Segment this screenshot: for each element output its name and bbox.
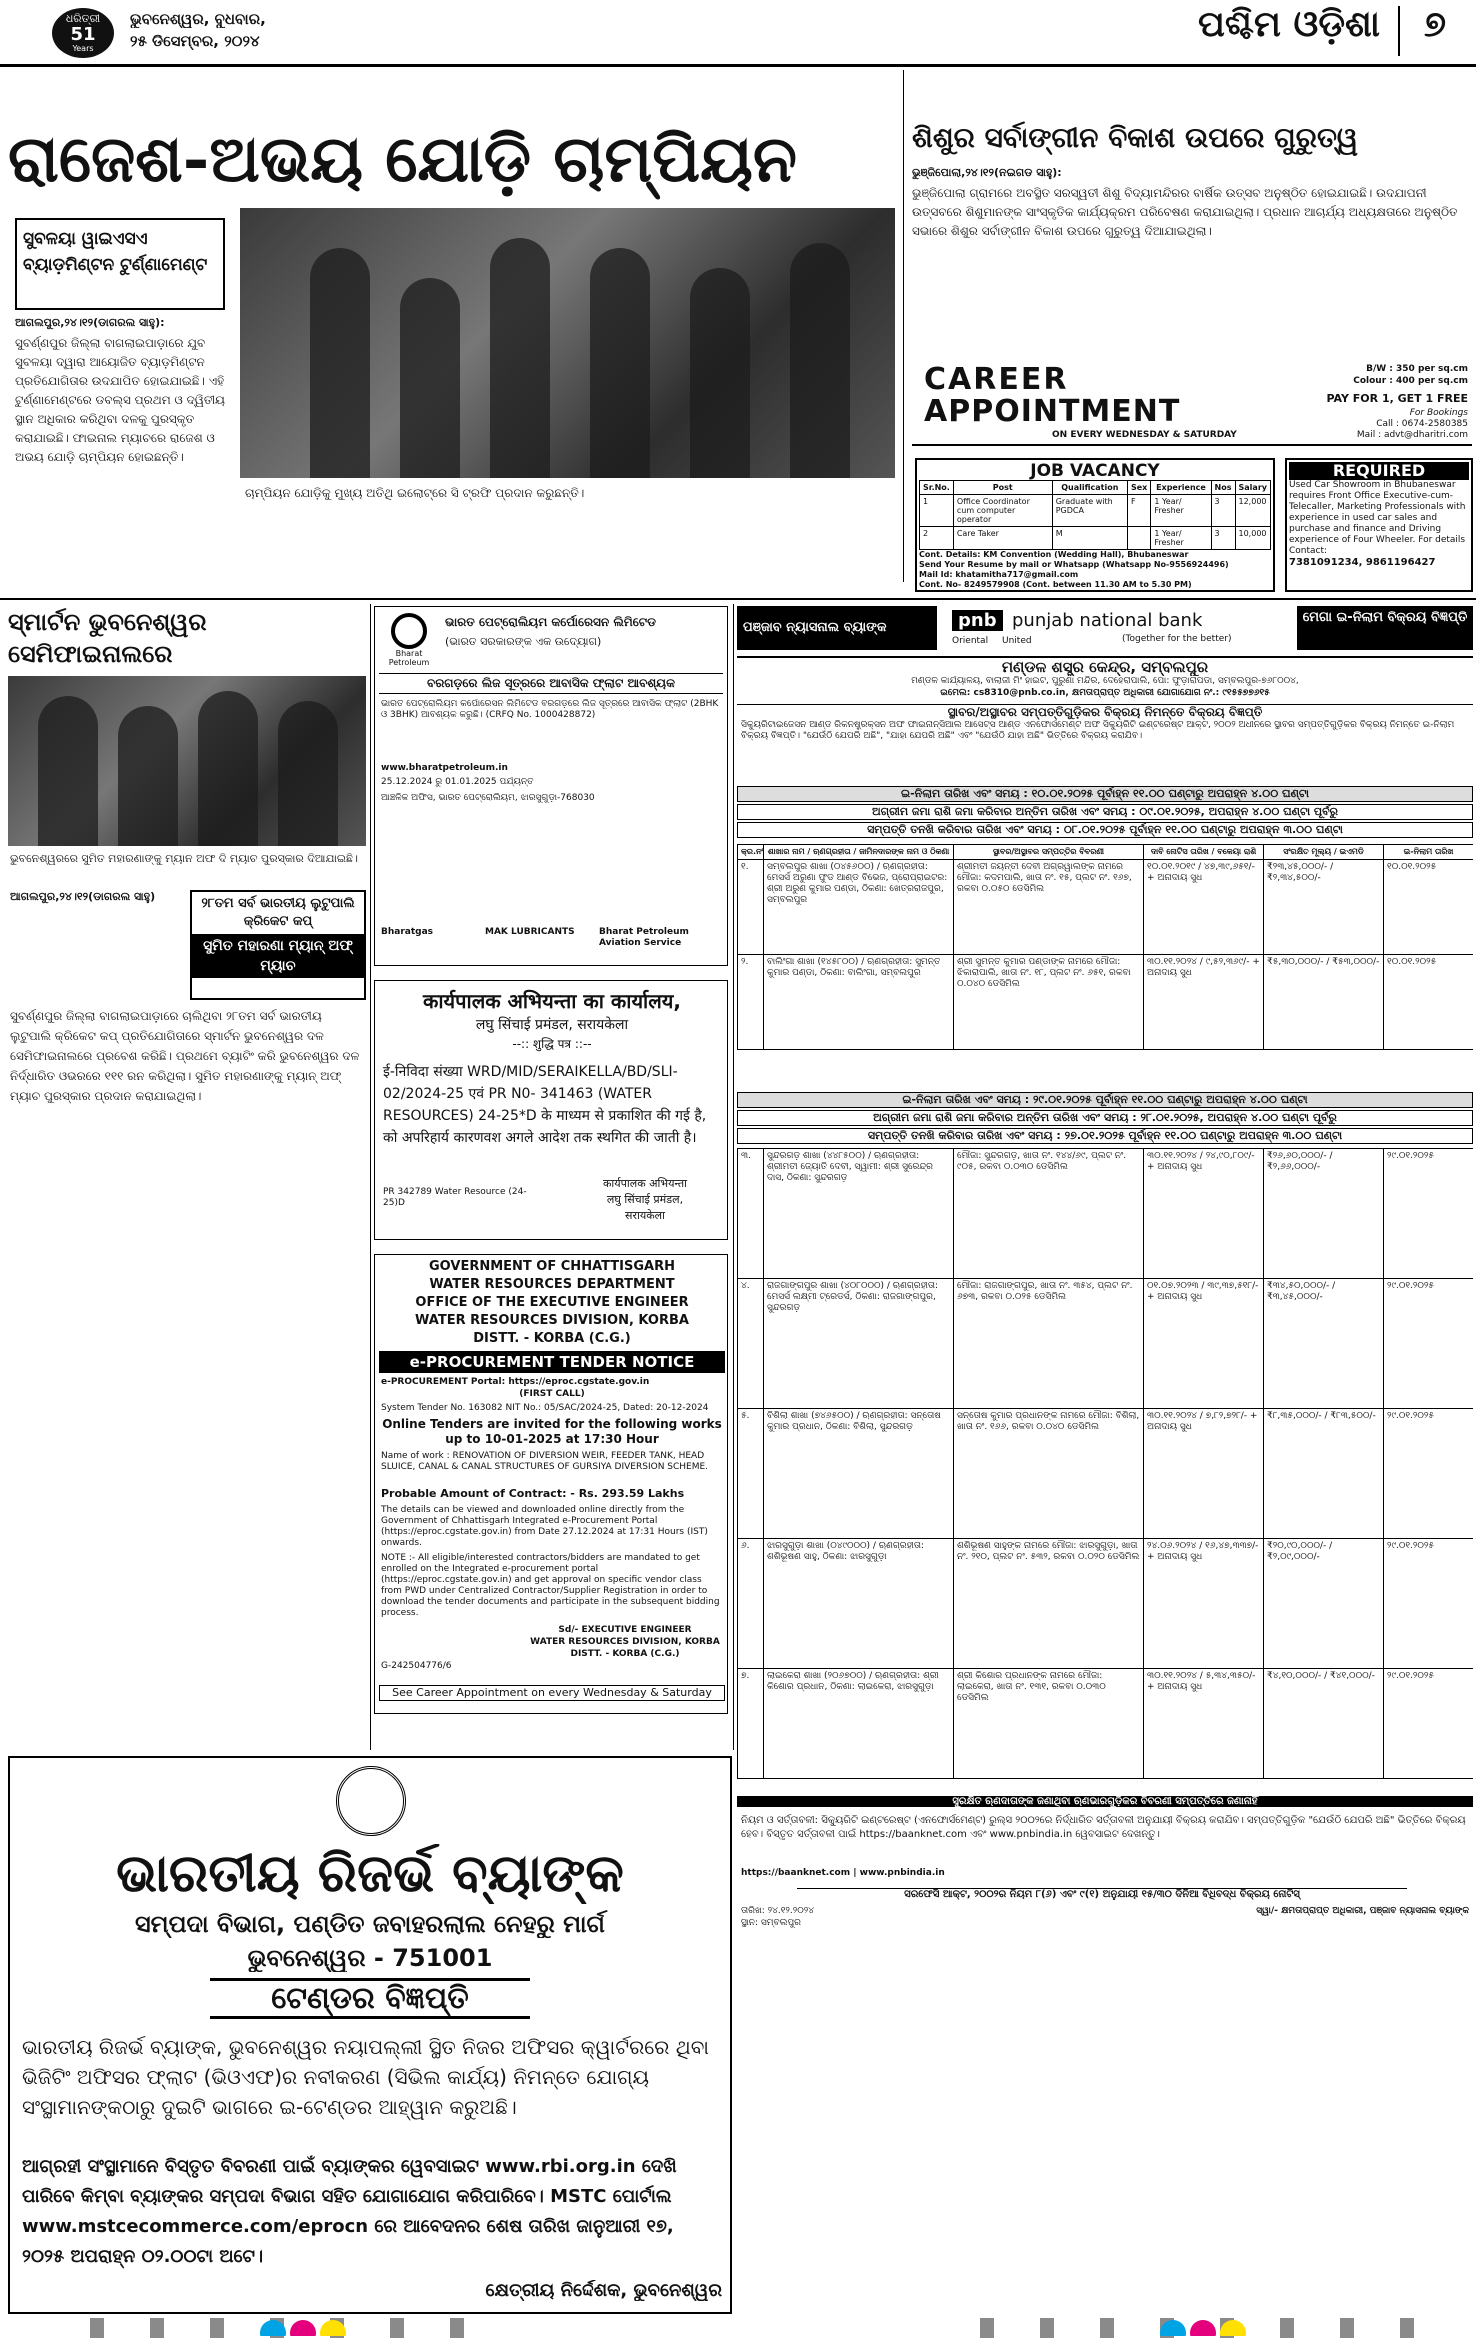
table-row xyxy=(738,1409,1474,1539)
career-tagline: ON EVERY WEDNESDAY & SATURDAY xyxy=(1052,430,1237,440)
table-cell: ୩୦.୧୧.୨୦୨୪ / ୭,୮୨,୭୨୮/- + ଅନାଦାୟ ସୁଧ xyxy=(1144,1409,1264,1539)
rbi-notice-title: ଟେଣ୍ଡର ବିଜ୍ଞପ୍ତି xyxy=(210,1978,530,2019)
table-row xyxy=(738,955,1474,1050)
cg-invite: Online Tenders are invited for the following works up to 10-01-2025 at 17:30 Hour xyxy=(382,1417,722,1446)
cg-tender-no: System Tender No. 163082 NIT No.: 05/SAC/2024-25, Dated: 20-12-2024 xyxy=(381,1403,709,1413)
magenta-dot xyxy=(290,2320,316,2336)
story3-box-title: ୨୮ତମ ସର୍ବ ଭାରତୀୟ ଲୁଟୁପାଲି କ୍ରିକେଟ କପ୍ xyxy=(201,896,355,929)
pnb-terms: ନିୟମ ଓ ସର୍ତ୍ତାବଳୀ: ସିକ୍ୟୁରିଟି ଇଣ୍ଟରେଷ୍ଟ (ଏନଫୋର୍ସମେଣ୍ଟ) ରୁଲ୍ସ ୨୦୦୨ରେ ନିର୍ଦ୍ଧାରିତ ସର୍ତ୍ତାବଳୀ ଅନୁଯାୟୀ ବିକ୍ରୟ କରାଯିବ। ସମ୍ପତ୍ତିଗୁଡ଼ିକ "ଯେଉଁଠି ଯେପରି ଅଛି" ଭିତ୍ତିରେ ବିକ୍ରୟ ହେବ। ବିସ୍ତୃତ ସର୍ତ୍ତାବଳୀ ପାଇଁ https://baanknet.com ଏବଂ www.pnbindia.in ୱେବସାଇଟ ଦେଖନ୍ତୁ। xyxy=(741,1815,1466,1840)
pnb-deposit-2: ଅଗ୍ରୀମ ଜମା ରାଶି ଜମା କରିବାର ଅନ୍ତିମ ତାରିଖ ଏବଂ ସମୟ : ୨୮.୦୧.୨୦୨୫, ଅପରାହ୍ନ ୪.୦୦ ଘଣ୍ଟା ପୂର୍ବରୁ xyxy=(737,1110,1473,1126)
job-col-salary: Salary xyxy=(1235,481,1271,495)
lead-kicker xyxy=(15,218,225,310)
job-vacancy-table xyxy=(919,480,1271,550)
table-cell: ବାଲିଂଗା ଶାଖା (୧୪୫୮୦୦) / ଋଣଗ୍ରହୀତା: ସୁମନ୍ତ କୁମାର ପଣ୍ଡା, ଠିକଣା: ବାଲିଂଗା, ସମ୍ବଲପୁର xyxy=(764,955,954,1050)
pnb-auction-2: ଇ-ନିଲାମ ତାରିଖ ଏବଂ ସମୟ : ୨୯.୦୧.୨୦୨୫ ପୂର୍ବାହ୍ନ ୧୧.୦୦ ଘଣ୍ଟାରୁ ଅପରାହ୍ନ ୪.୦୦ ଘଣ୍ଟା xyxy=(737,1092,1473,1108)
section-title: ପଶ୍ଚିମ ଓଡ଼ିଶା xyxy=(1198,4,1380,45)
table-cell: ଶଶିଭୂଷଣ ସାହୁଙ୍କ ନାମରେ ମୌଜା: ଝାରସୁଗୁଡ଼ା, ଖାତା ନଂ. ୨୧୦, ପ୍ଲଟ ନଂ. ୫୩୨, ରକବା ୦.୦୨୦ ଡେସିମିଲ xyxy=(954,1539,1144,1669)
cg-sign-3: DISTT. - KORBA (C.G.) xyxy=(570,1649,680,1659)
story2-headline: ଶିଶୁର ସର୍ବାଙ୍ଗୀନ ବିକାଶ ଉପରେ ଗୁରୁତ୍ୱ xyxy=(912,121,1359,154)
irrigation-body: ई-निविदा संख्या WRD/MID/SERAIKELLA/BD/SLI-02/2024-25 एवं PR N0- 341463 (WATER RESOURCES) 24-25*D के माध्यम से प्रकाशित की गई है, को अपरिहार्य कारणवश अगले आदेश तक स्थगित की जाती है। xyxy=(383,1064,707,1146)
pnb-table-b xyxy=(737,1148,1473,1779)
cmyk-dots-right xyxy=(1160,2320,1250,2336)
cg-line-5: DISTT. - KORBA (C.G.) xyxy=(473,1331,631,1346)
cg-banner: e-PROCUREMENT TENDER NOTICE xyxy=(379,1351,725,1373)
cyan-dot xyxy=(1160,2320,1186,2336)
pnb-deposit-1: ଅଗ୍ରୀମ ଜମା ରାଶି ଜମା କରିବାର ଅନ୍ତିମ ତାରିଖ ଏବଂ ସମୟ : ୦୯.୦୧.୨୦୨୫, ଅପରାହ୍ନ ୪.୦୦ ଘଣ୍ଟା ପୂର୍ବରୁ xyxy=(737,804,1473,820)
bpcl-dates: 25.12.2024 ରୁ 01.01.2025 ପର୍ଯ୍ୟନ୍ତ xyxy=(381,777,534,787)
pnb-tagline: (Together for the better) xyxy=(1122,634,1232,644)
table-cell: ଝାରସୁଗୁଡ଼ା ଶାଖା (୦୪୯୦୦୦) / ଋଣଗ୍ରହୀତା: ଶଶିଭୂଷଣ ସାହୁ, ଠିକଣା: ଝାରସୁଗୁଡ଼ା xyxy=(764,1539,954,1669)
bpcl-title: ଭାରତ ପେଟ୍ରୋଲିୟମ କର୍ପୋରେସନ ଲିମିଟେଡ xyxy=(445,615,656,629)
table-cell: ୧୦.୦୧.୨୦୧୯ / ୪୭,୩୯,୬୫୧/- + ଅନାଦାୟ ସୁଧ xyxy=(1144,860,1264,955)
pnb-header-left: ପଞ୍ଜାବ ନ୍ୟାସନାଲ ବ୍ୟାଙ୍କ xyxy=(737,606,937,650)
table-row xyxy=(920,495,1271,527)
table-cell: ୨୯.୦୧.୨୦୨୫ xyxy=(1384,1279,1474,1409)
table-row xyxy=(738,1539,1474,1669)
bpcl-logo xyxy=(379,613,439,669)
table-cell: 1 Year/ Fresher xyxy=(1151,495,1211,527)
story3-photo xyxy=(8,676,366,846)
job-col-post: Post xyxy=(953,481,1052,495)
cg-amount: Probable Amount of Contract: - Rs. 293.59 Lakhs xyxy=(381,1487,685,1500)
pnb-header-right: ମେଗା ଇ-ନିଲାମ ବିକ୍ରୟ ବିଜ୍ଞପ୍ତି xyxy=(1297,606,1473,650)
pnb-name-en: punjab national bank xyxy=(1012,610,1203,631)
logo-years: 51 xyxy=(70,24,96,45)
table-cell: ୨୪.୦୬.୨୦୨୪ / ୧୬,୪୭,୩୩୭/- + ଅନାଦାୟ ସୁଧ xyxy=(1144,1539,1264,1669)
bpcl-address: ଆଞ୍ଚଳିକ ଅଫିସ, ଭାରତ ପେଟ୍ରୋଲିୟମ, ଝାରସୁଗୁଡ଼ା-768030 xyxy=(381,793,595,803)
bpcl-subtitle: (ଭାରତ ସରକାରଙ୍କ ଏକ ଉଦ୍ୟୋଗ) xyxy=(445,635,602,648)
table-cell: 12,000 xyxy=(1235,495,1271,527)
story3-body: ସୁବର୍ଣ୍ଣପୁର ଜିଲ୍ଲା ବାଗଲାଇପାଡ଼ାରେ ଚାଲିଥିବା ୨୮ତମ ସର୍ବ ଭାରତୀୟ ଲୁଟୁପାଲି କ୍ରିକେଟ କପ୍ ପ୍ରତିଯୋଗିତାରେ ସ୍ମାର୍ଟନ ଭୁବନେଶ୍ୱର ଦଳ ସେମିଫାଇନାଲରେ ପ୍ରବେଶ କରିଛି। ପ୍ରଥମେ ବ୍ୟାଟିଂ କରି ଭୁବନେଶ୍ୱର ଦଳ ନିର୍ଦ୍ଧାରିତ ଓଭରରେ ୧୧୧ ରନ କରିଥିଲା। ସୁମିତ ମହାରଣାଙ୍କୁ ମ୍ୟାନ୍ ଅଫ୍ ମ୍ୟାଚ ପୁରସ୍କାର ପ୍ରଦାନ କରାଯାଇଥିଲା। xyxy=(10,1009,360,1103)
yellow-dot xyxy=(1220,2320,1246,2336)
irrigation-sign-3: सरायकेला xyxy=(625,1209,665,1222)
table-cell: ୭. xyxy=(738,1669,764,1779)
pnb-oriental: Oriental xyxy=(952,636,989,646)
dateline-1: ଭୁବନେଶ୍ୱର, ବୁଧବାର, xyxy=(130,10,266,28)
table-cell: ୩୦.୧୧.୨୦୨୪ / ୯,୫୨,୩୬୯/- + ଅନାଦାୟ ସୁଧ xyxy=(1144,955,1264,1050)
career-rate-1: B/W : 350 per sq.cm xyxy=(1366,364,1468,374)
rbi-sign: କ୍ଷେତ୍ରୀୟ ନିର୍ଦ୍ଦେଶକ, ଭୁବନେଶ୍ୱର xyxy=(485,2280,722,2301)
table-cell: ଶ୍ରୀ ସୁମନ୍ତ କୁମାର ପଣ୍ଡାଙ୍କ ନାମରେ ମୌଜା: ଝିକାରାପାଲି, ଖାତା ନଂ. ୧୮, ପ୍ଲଟ ନଂ. ୬୫୧, ରକବା ୦.୦୪୦ ଡେସିମିଲ xyxy=(954,955,1144,1050)
rbi-emblem-icon xyxy=(336,1766,406,1836)
table-row xyxy=(920,527,1271,550)
irrigation-subtitle: लघु सिंचाई प्रमंडल, सरायकेला xyxy=(475,1017,629,1033)
job-contact-3: Mail Id: khatamitha717@gmail.com xyxy=(919,570,1079,579)
pnb-logo-area xyxy=(942,606,1272,650)
table-cell: ୬. xyxy=(738,1539,764,1669)
rbi-title: ଭାରତୀୟ ରିଜର୍ଭ ବ୍ୟାଙ୍କ xyxy=(116,1844,624,1904)
cg-line-2: WATER RESOURCES DEPARTMENT xyxy=(429,1277,675,1292)
table-cell: ବିଶିଲା ଶାଖା (୭୪୬୫୦୦) / ଋଣଗ୍ରହୀତା: ସନ୍ତୋଷ କୁମାର ପ୍ରଧାନ, ଠିକଣା: ବିଶିଲା, ସୁନ୍ଦରଗଡ଼ xyxy=(764,1409,954,1539)
pnb-intro: ସ୍ଥାବର/ଅସ୍ଥାବର ସମ୍ପତ୍ତିଗୁଡ଼ିକର ବିକ୍ରୟ ନିମନ୍ତେ ବିକ୍ରୟ ବିଜ୍ଞପ୍ତି xyxy=(737,704,1473,720)
cg-code: G-242504776/6 xyxy=(381,1661,452,1671)
table-row xyxy=(738,1279,1474,1409)
logo-years-label: Years xyxy=(72,44,94,53)
required-body: Used Car Showroom in Bhubaneswar requires Front Office Executive-cum-Telecaller, Marketing Professionals with experience in used car sales and purchase and finance and Driving experience of Four Wheeler. For details Contact: xyxy=(1289,480,1466,556)
job-contact-2: Send Your Resume by mail or Whatsapp (Whatsapp No-9556924496) xyxy=(919,560,1229,569)
page-number: ୭ xyxy=(1423,4,1447,45)
pnb-inspect-2: ସମ୍ପତ୍ତି ତନଖି କରିବାର ତାରିଖ ଏବଂ ସମୟ : ୨୭.୦୧.୨୦୨୫ ପୂର୍ବାହ୍ନ ୧୧.୦୦ ଘଣ୍ଟାରୁ ଅପରାହ୍ନ ୩.୦୦ ଘଣ୍ଟା xyxy=(737,1128,1473,1144)
cyan-dot xyxy=(260,2320,286,2336)
table-cell: M xyxy=(1052,527,1127,550)
rbi-body: ଭାରତୀୟ ରିଜର୍ଭ ବ୍ୟାଙ୍କ, ଭୁବନେଶ୍ୱର ନୟାପଲ୍ଲୀ ସ୍ଥିତ ନିଜର ଅଫିସର କ୍ୱାର୍ଟରରେ ଥିବା ଭିଜିଟିଂ ଅଫିସର ଫ୍ଲାଟ (ଭିଓଏଫ)ର ନବୀକରଣ (ସିଭିଲ କାର୍ଯ୍ୟ) ନିମନ୍ତେ ଯୋଗ୍ୟ ସଂସ୍ଥାମାନଙ୍କଠାରୁ ଦୁଇଟି ଭାଗରେ ଇ-ଟେଣ୍ଡର ଆହ୍ୱାନ କରୁଅଛି। xyxy=(22,2035,709,2119)
career-booking-email: Mail : advt@dharitri.com xyxy=(1356,430,1468,440)
story3-dateline: ଆଗଲପୁର,୨୪।୧୨(ଡାଗରଲ ସାହୁ) xyxy=(10,890,156,903)
cg-sign-2: WATER RESOURCES DIVISION, KORBA xyxy=(530,1637,720,1647)
yellow-dot xyxy=(320,2320,346,2336)
cmyk-dots-left xyxy=(260,2320,350,2336)
table-cell: ଶ୍ରୀମତୀ ଜୟନ୍ତୀ ଦେବୀ ଅଗ୍ରୱାଲଙ୍କ ନାମରେ ମୌଜା: କଦମପାଲି, ଖାତା ନଂ. ୧୫, ପ୍ଲଟ ନଂ. ୧୬୭, ରକବା ୦.୦୫୦ ଡେସିମିଲ xyxy=(954,860,1144,955)
table-cell: ₹୨୬,୬୦,୦୦୦/- / ₹୨,୬୬,୦୦୦/- xyxy=(1264,1149,1384,1279)
story3-caption: ଭୁବନେଶ୍ୱରରେ ସୁମିତ ମହାରଣାଙ୍କୁ ମ୍ୟାନ ଅଫ ଦି ମ୍ୟାଚ ପୁରସ୍କାର ଦିଆଯାଇଛି। xyxy=(10,852,358,865)
required-title: REQUIRED xyxy=(1289,462,1469,480)
lead-headline: ରାଜେଶ-ଅଭୟ ଯୋଡ଼ି ଚାମ୍ପିୟନ xyxy=(8,122,798,197)
pnb-intro-body: ସିକ୍ୟୁରିଟାଇଜେସନ ଆଣ୍ଡ ରିକନଷ୍ଟ୍ରକ୍ସନ ଅଫ ଫାଇନାନ୍ସିଆଲ ଆସେଟ୍ସ ଆଣ୍ଡ ଏନଫୋର୍ସମେଣ୍ଟ ଅଫ ସିକ୍ୟୁରିଟି ଇଣ୍ଟରେଷ୍ଟ ଆକ୍ଟ, ୨୦୦୨ ଅଧୀନରେ ସ୍ଥାବର ସମ୍ପତ୍ତିଗୁଡ଼ିକର ବିକ୍ରୟ ନିମନ୍ତେ ଇ-ନିଲାମ ବିକ୍ରୟ ବିଜ୍ଞପ୍ତି। "ଯେଉଁଠି ଯେପରି ଅଛି", "ଯାହା ଯେପରି ଅଛି" ଏବଂ "ଯେଉଁଠି ଯାହା ଅଛି" ଭିତ୍ତିରେ ବିକ୍ରୟ କରାଯିବ। xyxy=(741,720,1455,741)
table-cell: Graduate with PGDCA xyxy=(1052,495,1127,527)
irrigation-tag: --:: शुद्धि पत्र ::-- xyxy=(512,1037,592,1051)
job-contact-1: Cont. Details: KM Convention (Wedding Hall), Bhubaneswar xyxy=(919,550,1189,559)
bpcl-footer-3: Bharat Petroleum Aviation Service xyxy=(599,927,689,948)
table-cell: 2 xyxy=(920,527,954,550)
bpcl-body: ଭାରତ ପେଟ୍ରୋଲିୟମ କର୍ପୋରେସନ ଲିମିଟେଡ ବରଗଡ଼ରେ ଲିଜ ସୂତ୍ରରେ ଆବାସିକ ଫ୍ଲାଟ (2BHK ଓ 3BHK) ଆବଶ୍ୟକ କରୁଛି। (CRFQ No. 1000428872) xyxy=(381,699,719,720)
table-row xyxy=(738,860,1474,955)
rbi-tender-notice xyxy=(8,1756,732,2314)
career-rate-2: Colour : 400 per sq.cm xyxy=(1353,376,1468,386)
table-cell: Care Taker xyxy=(953,527,1052,550)
bpcl-website: www.bharatpetroleum.in xyxy=(381,763,508,773)
irrigation-title: कार्यपालक अभियन्ता का कार्यालय, xyxy=(423,989,681,1013)
lead-caption: ଚାମ୍ପିୟନ ଯୋଡ଼ିକୁ ମୁଖ୍ୟ ଅତିଥି ଇଲୋଟ୍ରେ ସି ଟ୍ରଫି ପ୍ରଦାନ କରୁଛନ୍ତି। xyxy=(245,486,585,500)
cg-tender-notice xyxy=(374,1254,728,1714)
table-cell: ୧. xyxy=(738,860,764,955)
story3-headline: ସ୍ମାର୍ଟନ ଭୁବନେଶ୍ୱର ସେମିଫାଇନାଲରେ xyxy=(8,607,207,668)
lead-kicker-text: ସୁବଳୟା ୱାଇଏସଏ ବ୍ୟାଡ଼ମିଣ୍ଟନ ଟୁର୍ଣ୍ଣାମେଣ୍ଟ xyxy=(23,229,208,275)
registration-bar xyxy=(0,2318,1476,2339)
required-phones: 7381091234, 9861196427 xyxy=(1289,557,1436,568)
cg-portal: e-PROCUREMENT Portal: https://eproc.cgstate.gov.in xyxy=(381,1377,650,1387)
pnb-inspect-1: ସମ୍ପତ୍ତି ତନଖି କରିବାର ତାରିଖ ଏବଂ ସମୟ : ୦୮.୦୧.୨୦୨୫ ପୂର୍ବାହ୍ନ ୧୧.୦୦ ଘଣ୍ଟାରୁ ଅପରାହ୍ନ ୩.୦୦ ଘଣ୍ଟା xyxy=(737,822,1473,838)
cg-line-1: GOVERNMENT OF CHHATTISGARH xyxy=(429,1259,675,1274)
job-contact-4: Cont. No- 8249579908 (Cont. between 11.30 AM to 5.30 PM) xyxy=(919,580,1192,589)
bpcl-logo-label: Bharat Petroleum xyxy=(388,649,430,667)
table-cell: ୨୯.୦୧.୨୦୨୫ xyxy=(1384,1409,1474,1539)
career-title-1: CAREER xyxy=(924,362,1069,397)
pnb-col-auction-date: ଇ-ନିଲାମ ତାରିଖ xyxy=(1384,845,1474,860)
bpcl-ad xyxy=(374,606,728,966)
pnb-united: United xyxy=(1002,636,1032,646)
career-ad xyxy=(912,360,1472,446)
cg-sign-1: Sd/- EXECUTIVE ENGINEER xyxy=(558,1625,692,1635)
pnb-col-reserve: ସଂରକ୍ଷିତ ମୂଲ୍ୟ / ଇଏମଡି xyxy=(1264,845,1384,860)
pnb-notice xyxy=(737,606,1473,2306)
masthead xyxy=(0,0,1476,62)
magenta-dot xyxy=(1190,2320,1216,2336)
job-col-qualification: Qualification xyxy=(1052,481,1127,495)
rbi-dept: ସମ୍ପଦା ବିଭାଗ, ପଣ୍ଡିତ ଜବାହରଲାଲ ନେହରୁ ମାର୍ଗ xyxy=(135,1910,605,1938)
table-cell: Office Coordinator cum computer operator xyxy=(953,495,1052,527)
cg-see-career: See Career Appointment on every Wednesday & Saturday xyxy=(379,1685,725,1701)
rbi-city: ଭୁବନେଶ୍ୱର - 751001 xyxy=(247,1944,493,1972)
table-cell: ₹୮,୩୫,୦୦୦/- / ₹୮୩,୫୦୦/- xyxy=(1264,1409,1384,1539)
table-cell: ₹୨୩,୪୫,୦୦୦/- / ₹୨,୩୪,୫୦୦/- xyxy=(1264,860,1384,955)
career-title-2: APPOINTMENT xyxy=(924,394,1181,429)
table-cell: ଶ୍ରୀ କିଶୋର ପ୍ରଧାନଙ୍କ ନାମରେ ମୌଜା: ଲାଇକେରା, ଖାତା ନଂ. ୧୩୧, ରକବା ୦.୦୩୦ ଡେସିମିଲ xyxy=(954,1669,1144,1779)
pnb-logo: pnb xyxy=(952,610,1003,631)
pnb-footer-mid: ସରଫେସି ଆକ୍ଟ, ୨୦୦୨ର ନିୟମ ୮(୬) ଏବଂ ୯(୧) ଅନୁଯାୟୀ ୧୫/୩୦ ଦିନିଆ ବିଧିବଦ୍ଧ ବିକ୍ରୟ ନୋଟିସ୍ xyxy=(797,1888,1407,1900)
irrigation-sign-2: लघु सिंचाई प्रमंडल, xyxy=(606,1193,684,1206)
job-vacancy-title: JOB VACANCY xyxy=(1030,461,1160,481)
pnb-col-borrower: ଶାଖାର ନାମ / ଋଣଗ୍ରହୀତା / ଜାମିନଦାରଙ୍କ ନାମ ଓ ଠିକଣା xyxy=(764,845,954,860)
table-row xyxy=(738,1149,1474,1279)
table-cell: 3 xyxy=(1211,527,1235,550)
cg-details: The details can be viewed and downloaded online directly from the Government of Chhattisgarh Integrated e-Procurement Portal (https://eproc.cgstate.gov.in) from Date 27.12.2024 at 17:31 Hours (IST) onwards. xyxy=(381,1505,708,1548)
table-cell xyxy=(1127,527,1150,550)
table-cell: F xyxy=(1127,495,1150,527)
job-vacancy-ad xyxy=(915,458,1275,592)
required-ad xyxy=(1285,458,1473,592)
table-cell: ୦୧.୦୭.୨୦୨୩ / ୩୯,୩୭,୫୧୮/- + ଅନାଦାୟ ସୁଧ xyxy=(1144,1279,1264,1409)
table-cell: ₹୩୪,୫୦,୦୦୦/- / ₹୩,୪୫,୦୦୦/- xyxy=(1264,1279,1384,1409)
pnb-footer-right: ସ୍ୱା/- କ୍ଷମତାପ୍ରାପ୍ତ ଅଧିକାରୀ, ପଞ୍ଜାବ ନ୍ୟାସନାଲ ବ୍ୟାଙ୍କ xyxy=(1256,1906,1469,1916)
table-cell: ₹୫,୩୦,୦୦୦/- / ₹୫୩,୦୦୦/- xyxy=(1264,955,1384,1050)
rbi-body-2: ଆଗ୍ରହୀ ସଂସ୍ଥାମାନେ ବିସ୍ତୃତ ବିବରଣୀ ପାଇଁ ବ୍ୟାଙ୍କର ୱେବସାଇଟ www.rbi.org.in ଦେଖି ପାରିବେ କିମ୍ବା ବ୍ୟାଙ୍କର ସମ୍ପଦା ବିଭାଗ ସହିତ ଯୋଗାଯୋଗ କରିପାରିବେ। MSTC ପୋର୍ଟାଲ www.mstcecommerce.com/eprocn ରେ ଆବେଦନର ଶେଷ ତାରିଖ ଜାନୁଆରୀ ୧୭, ୨୦୨୫ ଅପରାହ୍ନ ୦୨.୦୦ଟା ଅଟେ। xyxy=(22,2156,677,2267)
table-cell: ₹୨୦,୯୦,୦୦୦/- / ₹୨,୦୯,୦୦୦/- xyxy=(1264,1539,1384,1669)
table-cell: ₹୪,୧୦,୦୦୦/- / ₹୪୧,୦୦୦/- xyxy=(1264,1669,1384,1779)
table-cell: ୪. xyxy=(738,1279,764,1409)
table-cell: ୧୦.୦୧.୨୦୨୫ xyxy=(1384,955,1474,1050)
pnb-auction-1: ଇ-ନିଲାମ ତାରିଖ ଏବଂ ସମୟ : ୧୦.୦୧.୨୦୨୫ ପୂର୍ବାହ୍ନ ୧୧.୦୦ ଘଣ୍ଟାରୁ ଅପରାହ୍ନ ୪.୦୦ ଘଣ୍ଟା xyxy=(737,786,1473,802)
pnb-col-no: କ୍ର.ନଂ xyxy=(738,845,764,860)
bpcl-logo-icon xyxy=(391,613,427,649)
lead-dateline: ଆଗଲପୁର,୨୪।୧୨(ଡାଗରଲ ସାହୁ): xyxy=(15,316,165,329)
career-offer: PAY FOR 1, GET 1 FREE xyxy=(1326,392,1468,405)
cg-line-4: WATER RESOURCES DIVISION, KORBA xyxy=(415,1313,689,1328)
bpcl-heading: ବରଗଡ଼ରେ ଲିଜ ସୂତ୍ରରେ ଆବାସିକ ଫ୍ଲାଟ ଆବଶ୍ୟକ xyxy=(379,673,723,694)
story2-dateline: ଭୁଞ୍ଜିପୋଲା,୨୪।୧୨(ନଇଗଡ ସାହୁ): xyxy=(912,166,1062,179)
story3-box-sub: ସୁମିତ ମହାରଣା ମ୍ୟାନ୍ ଅଫ୍ ମ୍ୟାଚ xyxy=(192,934,364,978)
job-col-experience: Experience xyxy=(1151,481,1211,495)
table-row xyxy=(738,1669,1474,1779)
table-cell: 1 xyxy=(920,495,954,527)
cg-call: (FIRST CALL) xyxy=(519,1389,585,1399)
career-booking-call: Call : 0674-2580385 xyxy=(1376,419,1468,429)
career-booking-label: For Bookings xyxy=(1409,408,1468,418)
story3-box xyxy=(190,890,366,1000)
irrigation-pr: PR 342789 Water Resource (24-25)D xyxy=(383,1187,527,1208)
lead-body: ସୁବର୍ଣ୍ଣପୁର ଜିଲ୍ଲା ବାଗଲାଇପାଡ଼ାରେ ଯୁବ ସୁବଳୟା ଦ୍ୱାରା ଆୟୋଜିତ ବ୍ୟାଡ଼ମିଣ୍ଟନ ପ୍ରତିଯୋଗିତାର ଉଦଯାପିତ ହୋଇଯାଇଛି। ଏହି ଟୁର୍ଣ୍ଣାମେଣ୍ଟରେ ଡବଲ୍ସ ପ୍ରଥମ ଓ ଦ୍ୱିତୀୟ ସ୍ଥାନ ଅଧିକାର କରିଥିବା ଦଳକୁ ପୁରସ୍କୃତ କରାଯାଇଛି। ଫାଇନାଲ ମ୍ୟାଚରେ ରାଜେଶ ଓ ଅଭୟ ଯୋଡ଼ି ଚାମ୍ପିୟନ ହୋଇଛନ୍ତି। xyxy=(15,336,225,464)
table-cell: 10,000 xyxy=(1235,527,1271,550)
table-cell: ୩. xyxy=(738,1149,764,1279)
table-cell: ୩୦.୧୧.୨୦୨୪ / ୨୪,୯୦,୮୦୯/- + ଅନାଦାୟ ସୁଧ xyxy=(1144,1149,1264,1279)
job-col-nos: Nos xyxy=(1211,481,1235,495)
table-cell: ୩୦.୧୧.୨୦୨୪ / ୫,୩୪,୩୫୦/- + ଅନାଦାୟ ସୁଧ xyxy=(1144,1669,1264,1779)
pnb-place: ସ୍ଥାନ: ସମ୍ବଲପୁର xyxy=(741,1918,802,1928)
table-cell: ମୌଜା: ସୁନ୍ଦରଗଡ଼, ଖାତା ନଂ. ୧୪୪/୬୯, ପ୍ଲଟ ନଂ. ୯୦୫, ରକବା ୦.୦୩୦ ଡେସିମିଲ xyxy=(954,1149,1144,1279)
table-cell: ୨୯.୦୧.୨୦୨୫ xyxy=(1384,1149,1474,1279)
table-cell: ସୁନ୍ଦରଗଡ଼ ଶାଖା (୪୪୮୫୦୦) / ଋଣଗ୍ରହୀତା: ଶ୍ରୀମତୀ ଜ୍ୟୋତି ଦେବୀ, ସ୍ୱାମୀ: ଶ୍ରୀ ସୁରେନ୍ଦ୍ର ଦାସ, ଠିକଣା: ସୁନ୍ଦରଗଡ଼ xyxy=(764,1149,954,1279)
pnb-notice-bar: ସୁରକ୍ଷିତ ଋଣଦାତାଙ୍କ ଜଣାଥିବା ଋଣଭାରଗୁଡ଼ିକର ବିବରଣୀ ସମ୍ପତ୍ତିରେ ଜଣାନାହିଁ xyxy=(737,1796,1473,1807)
logo-badge xyxy=(52,8,114,58)
pnb-office-title: ମଣ୍ଡଳ ଶସ୍ତ୍ର କେନ୍ଦ୍ର, ସମ୍ବଲପୁର xyxy=(737,656,1473,676)
irrigation-sign-1: कार्यपालक अभियन्ता xyxy=(602,1177,688,1190)
table-cell: ୧୦.୦୧.୨୦୨୫ xyxy=(1384,860,1474,955)
story2-body: ଭୁଞ୍ଜିପୋଲା ଗ୍ରାମରେ ଅବସ୍ଥିତ ସରସ୍ୱତୀ ଶିଶୁ ବିଦ୍ୟାମନ୍ଦିରର ବାର୍ଷିକ ଉତ୍ସବ ଅନୁଷ୍ଠିତ ହୋଇଯାଇଛି। ଉଦଯାପନୀ ଉତ୍ସବରେ ଶିଶୁମାନଙ୍କ ସାଂସ୍କୃତିକ କାର୍ଯ୍ୟକ୍ରମ ପରିବେଷଣ କରାଯାଇଥିଲା। ପ୍ରଧାନ ଆଚାର୍ଯ୍ୟ ଅଧ୍ୟକ୍ଷତାରେ ଅନୁଷ୍ଠିତ ସଭାରେ ଶିଶୁର ସର୍ବାଙ୍ଗୀନ ବିକାଶ ଉପରେ ଗୁରୁତ୍ୱ ଦିଆଯାଇଥିଲା। xyxy=(912,186,1458,238)
pnb-table-a xyxy=(737,844,1473,1050)
cg-note: NOTE :- All eligible/interested contractors/bidders are mandated to get enrolled on the Integrated e-procurement portal (https://eproc.cgstate.gov.in) and get approval on specific vendor class from PWD under Centralized Contractor/Supplier Registration in order to download the tender documents and participate in the subsequent bidding process. xyxy=(381,1553,720,1618)
pnb-col-demand: ଦାବି ନୋଟିସ ତାରିଖ / ବକେୟା ରାଶି xyxy=(1144,845,1264,860)
table-cell: ୫. xyxy=(738,1409,764,1539)
logo-text: ଧରିତ୍ରୀ xyxy=(65,12,101,25)
bpcl-footer-2: MAK LUBRICANTS xyxy=(485,927,575,937)
dateline-2: ୨୫ ଡିସେମ୍ବର, ୨୦୨୪ xyxy=(130,32,260,50)
irrigation-notice xyxy=(374,980,728,1240)
table-cell: ୨୯.୦୧.୨୦୨୫ xyxy=(1384,1539,1474,1669)
table-cell: ମୌଜା: ରାଜଗାଙ୍ଗପୁର, ଖାତା ନଂ. ୩୫୪, ପ୍ଲଟ ନଂ. ୬୭୩, ରକବା ୦.୦୨୫ ଡେସିମିଲ xyxy=(954,1279,1144,1409)
pnb-col-property: ସ୍ଥାବର/ଅସ୍ଥାବର ସମ୍ପତ୍ତିର ବିବରଣୀ xyxy=(954,845,1144,860)
pnb-office-email: ଇମେଲ: cs8310@pnb.co.in, କ୍ଷମତାପ୍ରାପ୍ତ ଅଧିକାରୀ ଯୋଗାଯୋଗ ନଂ.: ୯୧୫୫୭୭୬୧୫ xyxy=(940,688,1270,698)
table-cell: 1 Year/ Fresher xyxy=(1151,527,1211,550)
lead-photo xyxy=(240,208,895,478)
table-cell: ସମ୍ବଲପୁର ଶାଖା (୦୪୫୬୦୦) / ଋଣଗ୍ରହୀତା: ମେସର୍ସ ଅରୁଣା ଫୁଡ ଆଣ୍ଡ ବିଭେଜ, ପ୍ରୋପ୍ରାଇଟର: ଶ୍ରୀ ଅରୁଣ କୁମାର ପଣ୍ଡା, ଠିକଣା: ଖେତ୍ରରାଜପୁର, ସମ୍ବଲପୁର xyxy=(764,860,954,955)
table-cell: 3 xyxy=(1211,495,1235,527)
pnb-footer-left: ତାରିଖ: ୨୪.୧୨.୨୦୨୪ xyxy=(741,1906,814,1916)
pnb-office-addr: ମଣ୍ଡଳ କାର୍ଯ୍ୟାଳୟ, ବାଲାଜୀ ମିଂ ହାଇଟ, ପୁରୁଣା ମନ୍ଦିର, ଦେହେରାପାଲି, ପୋ: ଫୁଡ଼ାରାପଡା, ସମ୍ବଲପୁର-୭୬୮୦୦୪, xyxy=(911,676,1299,686)
pnb-links: https://baanknet.com | www.pnbindia.in xyxy=(741,1868,945,1878)
table-cell: ରାଜଗାଙ୍ଗପୁର ଶାଖା (୪୦୮୦୦୦) / ଋଣଗ୍ରହୀତା: ମେସର୍ସ ଲକ୍ଷ୍ମୀ ଟ୍ରେଡର୍ସ, ଠିକଣା: ରାଜଗାଙ୍ଗପୁର, ସୁନ୍ଦରଗଡ଼ xyxy=(764,1279,954,1409)
cg-work: Name of work : RENOVATION OF DIVERSION WEIR, FEEDER TANK, HEAD SLUICE, CANAL & CANAL STRUCTURES OF GURSIYA DIVERSION SCHEME. xyxy=(381,1451,709,1472)
table-cell: ୨. xyxy=(738,955,764,1050)
job-col-srno: Sr.No. xyxy=(920,481,954,495)
job-col-sex: Sex xyxy=(1127,481,1150,495)
table-cell: ଲାଇକେରା ଶାଖା (୨୦୬୭୦୦) / ଋଣଗ୍ରହୀତା: ଶ୍ରୀ କିଶୋର ପ୍ରଧାନ, ଠିକଣା: ଲାଇକେରା, ଝାରସୁଗୁଡ଼ା xyxy=(764,1669,954,1779)
bpcl-footer-1: Bharatgas xyxy=(381,927,434,937)
table-cell: ସନ୍ତୋଷ କୁମାର ପ୍ରଧାନଙ୍କ ନାମରେ ମୌଜା: ବିଶିଲା, ଖାତା ନଂ. ୧୬୬, ରକବା ୦.୦୪୦ ଡେସିମିଲ xyxy=(954,1409,1144,1539)
table-cell: ୨୯.୦୧.୨୦୨୫ xyxy=(1384,1669,1474,1779)
cg-line-3: OFFICE OF THE EXECUTIVE ENGINEER xyxy=(415,1295,689,1310)
